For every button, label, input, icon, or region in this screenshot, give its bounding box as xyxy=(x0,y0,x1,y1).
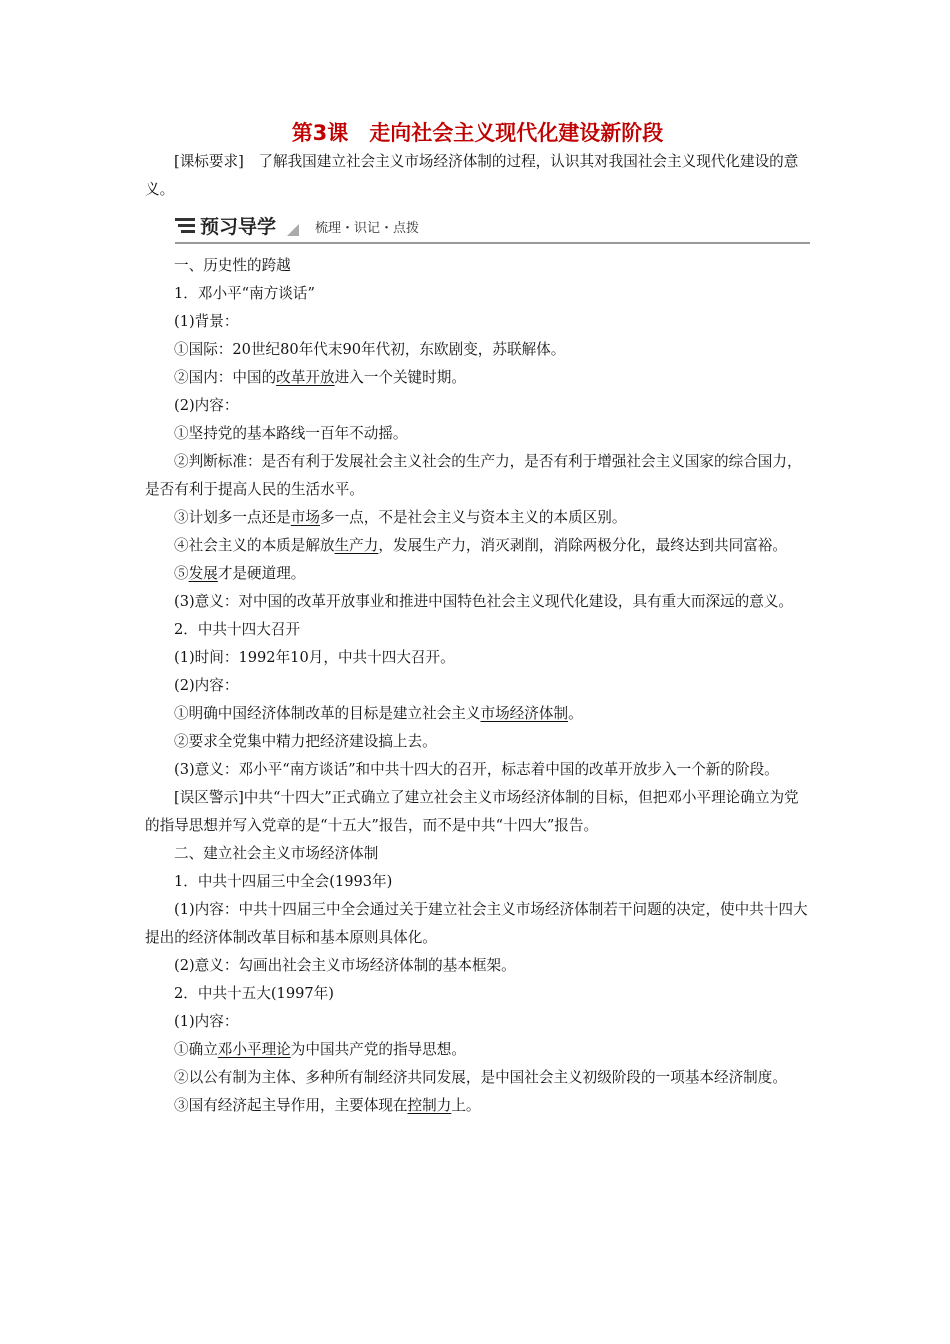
text-span: 多一点，不是社会主义与资本主义的本质区别。 xyxy=(319,509,627,526)
underlined-term: 市场经济体制 xyxy=(480,705,569,722)
text-span: ⑤ xyxy=(174,565,189,582)
paragraph: (1)时间：1992年10月，中共十四大召开。 xyxy=(174,649,455,666)
text-span: 为中国共产党的指导思想。 xyxy=(290,1041,466,1058)
text-span: 上。 xyxy=(451,1097,481,1114)
underlined-term: 生产力 xyxy=(334,537,379,554)
text-span: 进入一个关键时期。 xyxy=(334,369,466,386)
paragraph: ②以公有制为主体、多种所有制经济共同发展，是中国社会主义初级阶段的一项基本经济制度。 xyxy=(174,1069,787,1086)
subheading: 1．邓小平“南方谈话” xyxy=(174,285,315,302)
text-span: ①确立 xyxy=(174,1041,218,1058)
underlined-term: 改革开放 xyxy=(276,369,335,386)
text-span: 。 xyxy=(568,705,583,722)
text-span: ④社会主义的本质是解放 xyxy=(174,537,335,554)
underlined-term: 邓小平理论 xyxy=(217,1041,291,1058)
subheading: 2．中共十四大召开 xyxy=(174,621,301,638)
banner-subtitle: 梳理・识记・点拨 xyxy=(315,221,420,236)
section-banner xyxy=(175,210,810,244)
paragraph xyxy=(145,364,810,392)
subheading: 1．中共十四届三中全会(1993年) xyxy=(174,873,393,890)
underlined-term: 控制力 xyxy=(407,1097,452,1114)
text-span: ，发展生产力，消灭剥削，消除两极分化，最终达到共同富裕。 xyxy=(378,537,787,554)
paragraph xyxy=(145,560,810,588)
paragraph: (1)内容：中共十四届三中全会通过关于建立社会主义市场经济体制若干问题的决定，使中共十四大提出的经济体制改革目标和基本原则具体化。 xyxy=(145,901,808,946)
warning-note: [误区警示]中共“十四大”正式确立了建立社会主义市场经济体制的目标，但把邓小平理论确立为党的指导思想并写入党章的是“十五大”报告，而不是中共“十四大”报告。 xyxy=(145,789,799,834)
paragraph: ①国际：20世纪80年代末90年代初，东欧剧变，苏联解体。 xyxy=(174,341,566,358)
paragraph: ①坚持党的基本路线一百年不动摇。 xyxy=(174,425,408,442)
paragraph: (2)意义：勾画出社会主义市场经济体制的基本框架。 xyxy=(174,957,516,974)
text-span: 才是硬道理。 xyxy=(217,565,306,582)
paragraph: (1)背景： xyxy=(174,313,239,330)
paragraph: (3)意义：邓小平“南方谈话”和中共十四大的召开，标志着中国的改革开放步入一个新的阶段。 xyxy=(174,761,779,778)
text-span: ①明确中国经济体制改革的目标是建立社会主义 xyxy=(174,705,481,722)
paragraph: (3)意义：对中国的改革开放事业和推进中国特色社会主义现代化建设，具有重大而深远的意义。 xyxy=(174,593,794,610)
text-span: ②国内：中国的 xyxy=(174,369,277,386)
requirement-label: [课标要求] xyxy=(174,153,244,170)
subheading: 2．中共十五大(1997年) xyxy=(174,985,334,1002)
underlined-term: 发展 xyxy=(188,565,218,582)
paragraph xyxy=(145,1036,810,1064)
text-span: ③计划多一点还是 xyxy=(174,509,291,526)
section-heading: 一、历史性的跨越 xyxy=(174,257,291,274)
text-span: ③国有经济起主导作用，主要体现在 xyxy=(174,1097,408,1114)
section-heading: 二、建立社会主义市场经济体制 xyxy=(174,845,379,862)
lesson-title: 第3课 走向社会主义现代化建设新阶段 xyxy=(291,121,664,145)
paragraph xyxy=(145,1092,810,1120)
paragraph: (1)内容： xyxy=(174,1013,239,1030)
paragraph: (2)内容： xyxy=(174,677,239,694)
banner-title: 预习导学 xyxy=(200,216,277,238)
paragraph xyxy=(145,532,810,560)
underlined-term: 市场 xyxy=(290,509,320,526)
curriculum-requirement xyxy=(145,148,810,204)
paragraph: (2)内容： xyxy=(174,397,239,414)
paragraph: ②要求全党集中精力把经济建设搞上去。 xyxy=(174,733,437,750)
requirement-text: 了解我国建立社会主义市场经济体制的过程，认识其对我国社会主义现代化建设的意义。 xyxy=(145,153,799,198)
stripes-icon xyxy=(175,218,195,234)
paragraph: ②判断标准：是否有利于发展社会主义社会的生产力，是否有利于增强社会主义国家的综合国力，是否有利于提高人民的生活水平。 xyxy=(145,453,802,498)
paragraph xyxy=(145,700,810,728)
document-page xyxy=(145,118,810,1120)
paragraph xyxy=(145,504,810,532)
corner-triangle-icon xyxy=(287,224,299,236)
